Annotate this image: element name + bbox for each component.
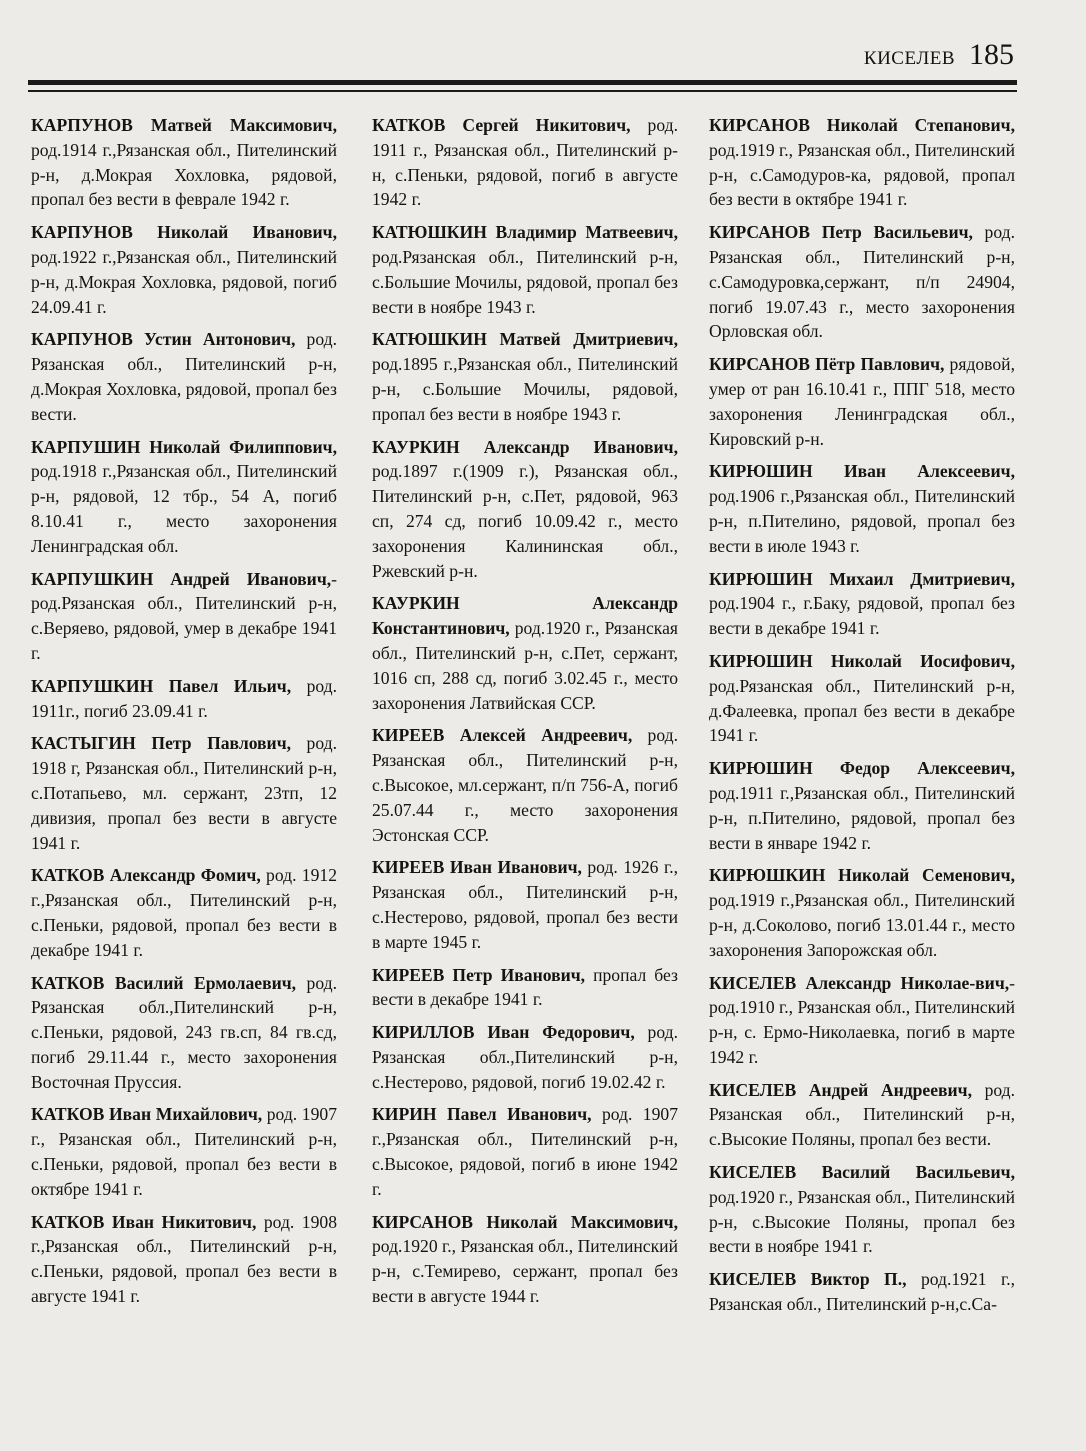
entry-details: род. Рязанская обл.,Пителинский р-н, с.Нестерово, рядовой, погиб 19.02.42 г.	[372, 1022, 678, 1092]
memorial-entry	[31, 1102, 337, 1201]
entry-details: род.1920 г., Рязанская обл., Пителинский р-н, с.Темирево, сержант, пропал без вести в августе 1944 г.	[372, 1236, 678, 1307]
entry-name: КИРЕЕВ Алексей Андреевич,	[372, 725, 633, 746]
entry-name: КИРЮШИН Иван Алексеевич,	[709, 461, 1015, 482]
memorial-entry	[372, 963, 678, 1013]
entry-name: КИСЕЛЕВ Виктор П.,	[709, 1269, 907, 1290]
entry-name: КИСЕЛЕВ Александр Николае-вич,	[709, 972, 1010, 993]
memorial-entry	[31, 674, 337, 724]
header-rule-thick	[28, 80, 1017, 85]
entry-name: КАСТЫГИН Петр Павлович,	[31, 733, 292, 754]
entry-details: род.1911 г.,Рязанская обл., Пителинский р-н, п.Пителино, рядовой, пропал без вести в январе 1942 г.	[709, 782, 1015, 853]
entry-details: род. 1911 г., Рязанская обл., Пителинский р-н, с.Пеньки, рядовой, погиб в августе 1942 г.	[372, 115, 678, 210]
entry-details: род. 1907 г., Рязанская обл., Пителинский р-н, с.Пеньки, рядовой, пропал без вести в октябре 1941 г.	[31, 1104, 337, 1199]
entry-name: КАТКОВ Иван Михайлович,	[31, 1104, 263, 1125]
entry-details: род.1895 г.,Рязанская обл., Пителинский р-н, с.Большие Мочилы, рядовой, пропал без вести в ноябре 1943 г.	[372, 354, 678, 424]
entry-details: род.1921 г., Рязанская обл., Пителинский р-н,с.Са-	[709, 1269, 1015, 1315]
entry-name: КАУРКИН Александр Иванович,	[372, 436, 678, 457]
entry-details: род.Рязанская обл., Пителинский р-н, д.Фалеевка, пропал без вести в декабре 1941 г.	[709, 675, 1015, 746]
entry-details: пропал без вести в декабре 1941 г.	[372, 964, 678, 1010]
memorial-entry	[709, 756, 1015, 855]
entry-details: род.1906 г.,Рязанская обл., Пителинский р-н, п.Пителино, рядовой, пропал без вести в июле 1943 г.	[709, 486, 1015, 556]
entry-details: род. Рязанская обл., Пителинский р-н, с.Самодуровка,сержант, п/п 24904, погиб 19.07.43 г., место захоронения Орловская обл.	[709, 222, 1015, 342]
entry-details: рядовой, умер от ран 16.10.41 г., ППГ 518, место захоронения Ленинградская обл., Кировский р-н.	[709, 354, 1015, 449]
memorial-entry	[372, 435, 678, 584]
entry-details: род.1904 г., г.Баку, рядовой, пропал без вести в декабре 1941 г.	[709, 593, 1015, 639]
entry-details: род. 1918 г, Рязанская обл., Пителинский р-н, с.Потапьево, мл. сержант, 23тп, 12 дивизия, пропал без вести в августе 1941 г.	[31, 733, 337, 853]
memorial-entry	[709, 1160, 1015, 1259]
running-head: КИСЕЛЕВ	[863, 48, 955, 69]
entry-name: КИРЮШИН Федор Алексеевич,	[709, 758, 1015, 779]
entry-name: КАУРКИН Александр Константинович,	[372, 593, 678, 639]
memorial-entry	[372, 855, 678, 954]
memorial-entry	[372, 723, 678, 847]
entry-details: род.1897 г.(1909 г.), Рязанская обл., Пителинский р-н, с.Пет, рядовой, 963 сп, 274 сд, погиб 10.09.42 г., место захоронения Калининская обл., Ржевский р-н.	[372, 461, 678, 581]
entry-name: КАРПУНОВ Николай Иванович,	[31, 222, 337, 243]
memorial-entry	[372, 1020, 678, 1094]
column-1	[31, 113, 337, 1317]
memorial-entry	[31, 971, 337, 1095]
memorial-entry	[372, 327, 678, 426]
entry-name: КИРСАНОВ Николай Максимович,	[372, 1211, 678, 1232]
entry-details: род.1918 г.,Рязанская обл., Пителинский р-н, рядовой, 12 тбр., 54 А, погиб 8.10.41 г., место захоронения Ленинградская обл.	[31, 461, 337, 556]
entry-name: КАРПУШИН Николай Филиппович,	[31, 436, 337, 457]
memorial-entry	[709, 220, 1015, 344]
entry-name: КАТКОВ Александр Фомич,	[31, 865, 261, 886]
entry-details: -род.Рязанская обл., Пителинский р-н, с.Веряево, рядовой, умер в декабре 1941 г.	[31, 568, 337, 663]
entry-name: КИСЕЛЕВ Андрей Андреевич,	[709, 1079, 972, 1100]
memorial-entry	[372, 1102, 678, 1201]
entry-name: КИРСАНОВ Пётр Павлович,	[709, 354, 945, 375]
memorial-entry	[372, 220, 678, 319]
memorial-entry	[709, 459, 1015, 558]
entry-details: род.1920 г., Рязанская обл., Пителинский р-н, с.Пет, сержант, 1016 сп, 288 сд, погиб 3.02.45 г., место захоронения Латвийская ССР.	[372, 618, 678, 713]
entry-details: род.1922 г.,Рязанская обл., Пителинский р-н, д.Мокрая Хохловка, рядовой, погиб 24.09.41 г.	[31, 246, 337, 317]
entry-name: КАРПУНОВ Матвей Максимович,	[31, 115, 337, 135]
entry-details: род.1919 г., Рязанская обл., Пителинский р-н, с.Самодуров-ка, рядовой, пропал без вести в октябре 1941 г.	[709, 139, 1015, 210]
memorial-entry	[31, 327, 337, 426]
entry-details: род.1914 г.,Рязанская обл., Пителинский р-н, д.Мокрая Хохловка, рядовой, пропал без вести в феврале 1942 г.	[31, 139, 337, 210]
entry-name: КИРИЛЛОВ Иван Федорович,	[372, 1022, 635, 1043]
entry-details: род. 1908 г.,Рязанская обл., Пителинский р-н, с.Пеньки, рядовой, пропал без вести в августе 1941 г.	[31, 1211, 337, 1307]
memorial-entry	[31, 731, 337, 855]
memorial-entry	[709, 567, 1015, 641]
entry-name: КИСЕЛЕВ Василий Васильевич,	[709, 1162, 1015, 1183]
memorial-entry	[709, 1267, 1015, 1317]
entry-name: КАРПУНОВ Устин Антонович,	[31, 329, 296, 350]
entry-details: род.Рязанская обл., Пителинский р-н, с.Большие Мочилы, рядовой, пропал без вести в ноябре 1943 г.	[372, 246, 678, 317]
entry-name: КИРСАНОВ Николай Степанович,	[709, 115, 1015, 135]
memorial-entry	[31, 435, 337, 559]
entry-name: КАТКОВ Василий Ермолаевич,	[31, 972, 297, 993]
entry-name: КИРЮШКИН Николай Семенович,	[709, 865, 1015, 886]
entry-name: КИРСАНОВ Петр Васильевич,	[709, 222, 973, 243]
entry-details: род. Рязанская обл., Пителинский р-н, с.Высокое, мл.сержант, п/п 756-А, погиб 25.07.44 г., место захоронения Эстонская ССР.	[372, 725, 678, 845]
memorial-entry	[709, 971, 1015, 1070]
entry-name: КАТКОВ Иван Никитович,	[31, 1211, 257, 1232]
entry-details: род.1919 г.,Рязанская обл., Пителинский р-н, д.Соколово, погиб 13.01.44 г., место захоронения Запорожская обл.	[709, 890, 1015, 960]
column-2	[372, 113, 678, 1317]
memorial-entry	[709, 649, 1015, 748]
entry-name: КАТКОВ Сергей Никитович,	[372, 115, 631, 135]
memorial-entry	[709, 1078, 1015, 1152]
memorial-entry	[372, 591, 678, 715]
entry-name: КАТЮШКИН Владимир Матвеевич,	[372, 222, 678, 243]
memorial-entry	[709, 113, 1015, 212]
entry-name: КАРПУШКИН Андрей Иванович,	[31, 568, 332, 589]
page-header	[0, 38, 1014, 72]
entry-details: род. 1926 г., Рязанская обл., Пителинский р-н, с.Нестерово, рядовой, пропал без вести в марте 1945 г.	[372, 857, 678, 952]
entry-name: КИРЕЕВ Петр Иванович,	[372, 964, 586, 985]
memorial-entry	[31, 220, 337, 319]
entry-details: род. Рязанская обл.,Пителинский р-н, с.Пеньки, рядовой, 243 гв.сп, 84 гв.сд, погиб 29.11.44 г., место захоронения Восточная Пруссия.	[31, 972, 337, 1092]
entry-details: род. 1912 г.,Рязанская обл., Пителинский р-н, с.Пеньки, рядовой, пропал без вести в декабре 1941 г.	[31, 865, 337, 960]
memorial-entry	[31, 567, 337, 666]
memorial-entry	[372, 1210, 678, 1309]
entry-name: КИРЮШИН Николай Иосифович,	[709, 650, 1015, 671]
header-rule-thin	[28, 90, 1017, 92]
memorial-entry	[372, 113, 678, 212]
column-3	[709, 113, 1015, 1325]
memorial-entry	[31, 113, 337, 212]
entry-name: КИРЕЕВ Иван Иванович,	[372, 857, 582, 878]
entry-details: род. 1911г., погиб 23.09.41 г.	[31, 675, 338, 721]
entry-details: род. Рязанская обл., Пителинский р-н, д.Мокрая Хохловка, рядовой, пропал без вести.	[31, 329, 337, 424]
memorial-entry	[709, 863, 1015, 962]
memorial-entry	[31, 1210, 337, 1309]
entry-name: КАРПУШКИН Павел Ильич,	[31, 675, 292, 696]
entry-details: -род.1910 г., Рязанская обл., Пителинский р-н, с. Ермо-Николаевка, погиб в марте 1942 г.	[709, 972, 1015, 1067]
entry-name: КИРЮШИН Михаил Дмитриевич,	[709, 568, 1015, 589]
memorial-entry	[31, 863, 337, 962]
entry-details: род. Рязанская обл., Пителинский р-н, с.Высокие Поляны, пропал без вести.	[709, 1079, 1016, 1150]
entry-name: КИРИН Павел Иванович,	[372, 1104, 592, 1125]
entry-name: КАТЮШКИН Матвей Дмитриевич,	[372, 329, 678, 350]
entry-details: род. 1907 г.,Рязанская обл., Пителинский р-н, с.Высокое, рядовой, погиб в июне 1942 г.	[372, 1104, 678, 1199]
entry-details: род.1920 г., Рязанская обл., Пителинский р-н, с.Высокие Поляны, пропал без вести в ноябре 1941 г.	[709, 1186, 1015, 1257]
memorial-entry	[709, 352, 1015, 451]
page-number: 185	[969, 38, 1014, 71]
